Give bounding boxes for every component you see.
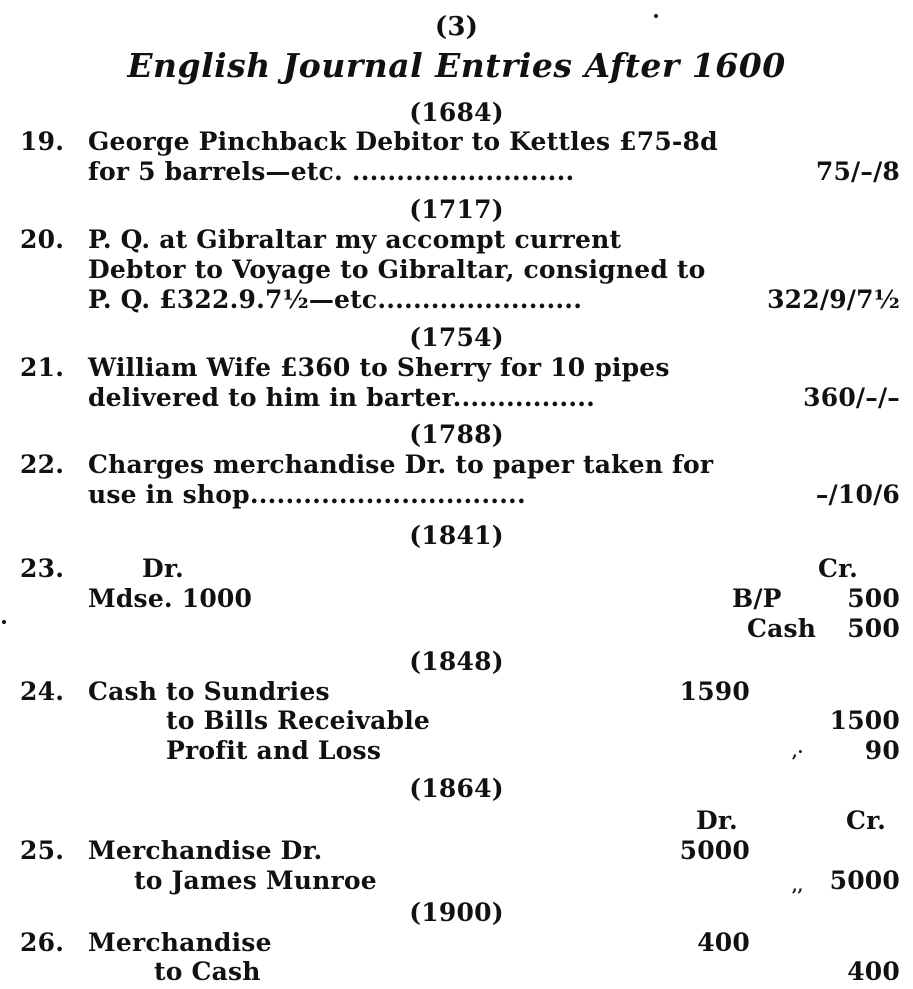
debit-heading: Dr. <box>696 806 738 835</box>
credit-heading: Cr. <box>818 554 859 583</box>
credit-account: to Bills Receivable <box>166 706 431 735</box>
page-title: English Journal Entries After 1600 <box>127 46 786 85</box>
entry-number: 20. <box>20 225 65 254</box>
credit-heading: Cr. <box>846 806 887 835</box>
debit-line: Cash to Sundries <box>88 677 330 706</box>
entry-amount: 360/–/– <box>803 383 900 412</box>
debit-amount: 5000 <box>679 836 750 865</box>
entry-line: use in shop............................... <box>88 480 526 509</box>
entry-line: P. Q. £322.9.7½—etc....................... <box>88 285 583 314</box>
entry-line: delivered to him in barter................ <box>88 383 596 412</box>
debit-line: Mdse. 1000 <box>88 584 253 613</box>
entry-line: Debtor to Voyage to Gibraltar, consigned to <box>88 255 706 284</box>
entry-number: 25. <box>20 836 65 865</box>
entry-number: 19. <box>20 127 65 156</box>
debit-amount: 400 <box>697 928 750 957</box>
entry-line: P. Q. at Gibraltar my accompt current <box>88 225 622 254</box>
credit-amount: 5000 <box>829 866 900 895</box>
entry-number: 24. <box>20 677 65 706</box>
ink-specks: ,· <box>792 742 804 761</box>
entry-year: (1754) <box>409 323 504 352</box>
entry-amount: 322/9/7½ <box>767 285 900 314</box>
entry-amount: 75/–/8 <box>815 157 900 186</box>
credit-account: to James Munroe <box>134 866 377 895</box>
entry-year: (1864) <box>409 774 504 803</box>
credit-amount: 500 <box>847 584 900 613</box>
entry-line: Charges merchandise Dr. to paper taken for <box>88 450 714 479</box>
credit-account: to Cash <box>154 957 261 986</box>
credit-amount: 500 <box>847 614 900 643</box>
entry-number: 23. <box>20 554 65 583</box>
credit-amount: 90 <box>864 736 900 765</box>
section-number: (3) <box>434 12 479 42</box>
entry-year: (1788) <box>409 420 504 449</box>
entry-number: 22. <box>20 450 65 479</box>
debit-line: Merchandise Dr. <box>88 836 323 865</box>
credit-amount: 1500 <box>829 706 900 735</box>
entry-line: George Pinchback Debitor to Kettles £75-8d <box>88 127 718 156</box>
credit-account: Cash <box>747 614 817 643</box>
debit-line: Merchandise <box>88 928 272 957</box>
credit-account: Profit and Loss <box>166 736 382 765</box>
credit-amount: 400 <box>847 957 900 986</box>
entry-line: for 5 barrels—etc. ......................... <box>88 157 575 186</box>
entry-number: 26. <box>20 928 65 957</box>
entry-number: 21. <box>20 353 65 382</box>
debit-heading: Dr. <box>142 554 184 583</box>
ink-specks: ,, <box>792 876 804 895</box>
ink-speck <box>654 14 658 18</box>
entry-year: (1841) <box>409 521 504 550</box>
entry-year: (1900) <box>409 898 504 927</box>
debit-amount: 1590 <box>679 677 750 706</box>
entry-line: William Wife £360 to Sherry for 10 pipes <box>88 353 670 382</box>
credit-account: B/P <box>732 584 782 613</box>
entry-amount: –/10/6 <box>815 480 900 509</box>
entry-year: (1848) <box>409 647 504 676</box>
entry-year: (1684) <box>409 98 504 127</box>
ink-speck <box>2 620 6 624</box>
entry-year: (1717) <box>409 195 504 224</box>
